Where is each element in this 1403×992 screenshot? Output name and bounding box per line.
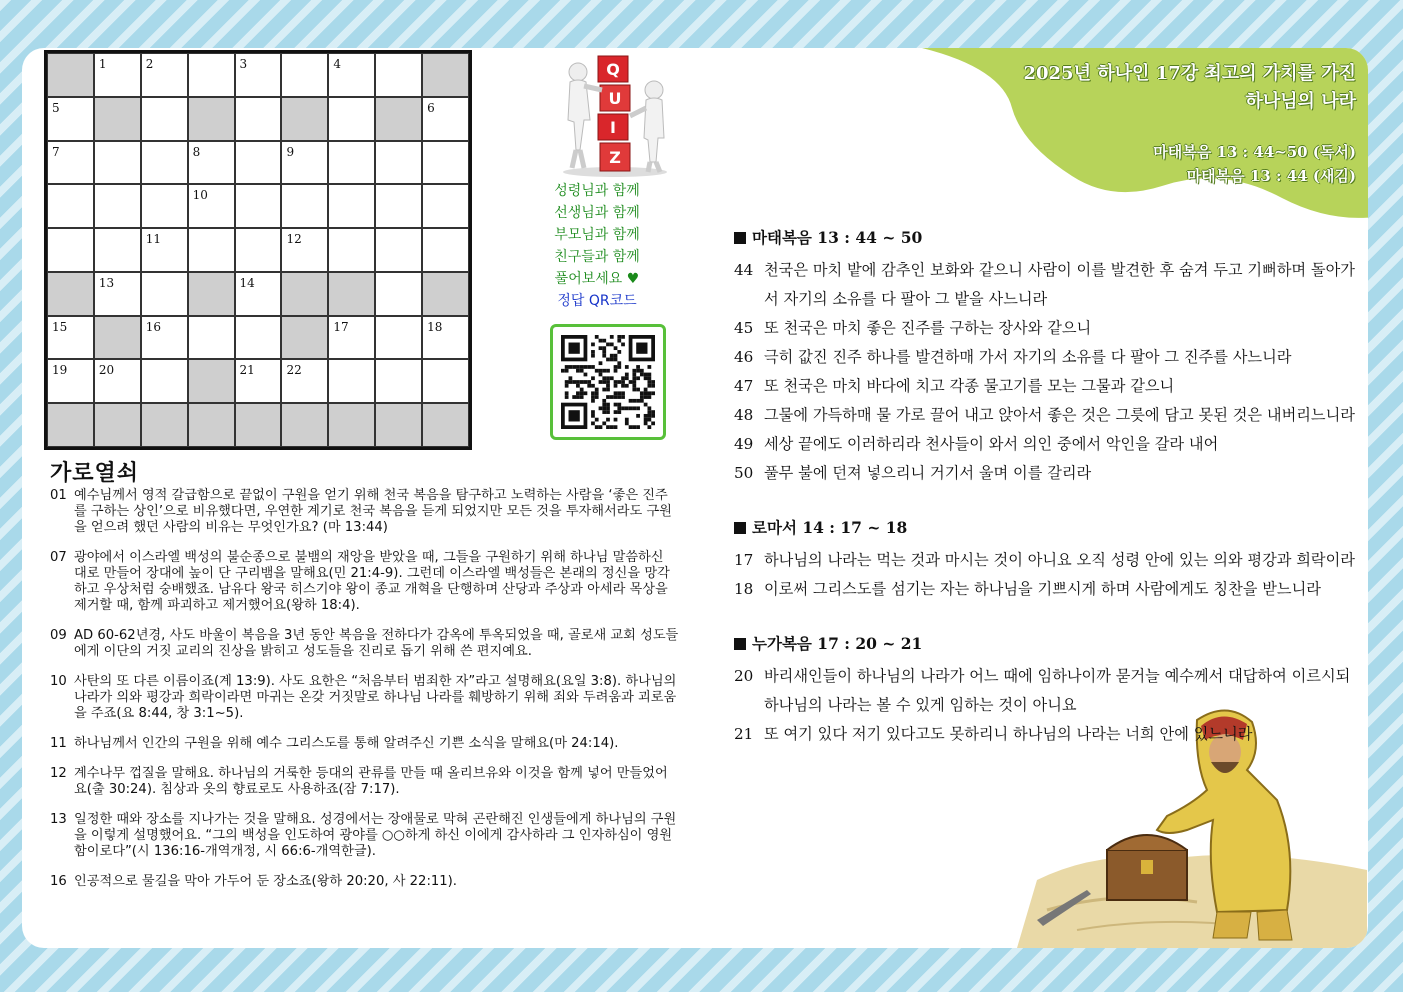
crossword-cell[interactable]: [94, 184, 141, 228]
crossword-cell[interactable]: [328, 97, 375, 141]
verse-text: 하나님의 나라는 먹는 것과 마시는 것이 아니요 오직 성령 안에 있는 의와 평강과 희락이라: [764, 551, 1355, 569]
cell-number: 13: [98, 275, 115, 290]
crossword-cell[interactable]: [47, 184, 94, 228]
verse: [734, 546, 1364, 575]
section-heading: [734, 226, 1364, 250]
crossword-cell[interactable]: [188, 184, 235, 228]
square-bullet-icon: [734, 232, 746, 244]
cell-number: 14: [239, 275, 255, 290]
crossword-cell[interactable]: [375, 228, 422, 272]
verse-text: 또 천국은 마치 바다에 치고 각종 물고기를 모는 그물과 같으니: [764, 377, 1175, 395]
svg-text:Q: Q: [606, 60, 620, 79]
clue-text: 광야에서 이스라엘 백성의 불순종으로 불뱀의 재앙을 받았을 때, 그들을 구원하기 위해 하나님 말씀하신 대로 만들어 장대에 높이 단 구리뱀을 말해요(민 21:4-9). 그런데 이스라엘 백성들은 본래의 정신을 망각하고 우상처럼 숭배했죠. 남유다 왕국 히스기야 왕이 종교 개혁을 단행하며 산당과 주상과 아세라 목상을 제거할 때, 함께 파괴하고 제거했어요(왕하 18:4).: [74, 550, 670, 613]
crossword-cell[interactable]: [281, 359, 328, 403]
cell-number: 1: [98, 57, 107, 71]
quiz-instructions: [527, 180, 667, 312]
cell-number: 6: [427, 100, 435, 115]
verse-number: 44: [734, 261, 754, 279]
cell-number: 9: [286, 144, 295, 159]
clue-number: 09: [50, 628, 67, 643]
qr-code-icon: [561, 335, 655, 429]
clue-number: 11: [50, 736, 67, 751]
crossword-cell[interactable]: [281, 53, 328, 97]
quiz-blocks-illustration: [550, 50, 680, 178]
clue-number: 10: [50, 674, 67, 689]
cell-number: 15: [52, 319, 68, 334]
verse-text: 그물에 가득하매 물 가로 끌어 내고 앉아서 좋은 것은 그릇에 담고 못된 것은 내버리느니라: [764, 406, 1355, 424]
crossword-cell-blocked: [281, 403, 328, 447]
scripture-section: [734, 632, 1364, 749]
cell-number: 5: [52, 100, 60, 115]
verse-text: 바리새인들이 하나님의 나라가 어느 때에 임하나이까 묻거늘 예수께서 대답하여 이르시되 하나님의 나라는 볼 수 있게 임하는 것이 아니요: [764, 667, 1351, 714]
clue-item: [50, 766, 680, 798]
square-bullet-icon: [734, 522, 746, 534]
cell-number: 17: [333, 319, 349, 334]
scripture-panel: [734, 226, 1364, 777]
cell-number: 7: [52, 144, 60, 159]
crossword-cell-blocked: [94, 316, 141, 360]
clue-item: [50, 674, 680, 722]
verse-number: 45: [734, 319, 754, 337]
crossword-cell[interactable]: [94, 141, 141, 185]
verse: [734, 256, 1364, 314]
crossword-cell-blocked: [188, 359, 235, 403]
crossword-cell[interactable]: [141, 359, 188, 403]
crossword-cell[interactable]: [328, 228, 375, 272]
verse-text: 또 여기 있다 저기 있다고도 못하리니 하나님의 나라는 너희 안에 있느니라: [764, 725, 1253, 743]
cell-number: 4: [333, 57, 341, 71]
section-heading: [734, 516, 1364, 540]
crossword-cell[interactable]: [47, 228, 94, 272]
crossword-cell[interactable]: [141, 97, 188, 141]
clue-item: [50, 736, 680, 752]
qr-label: 정답 QR코드: [557, 293, 637, 309]
verse-text: 또 천국은 마치 좋은 진주를 구하는 장사와 같으니: [764, 319, 1092, 337]
verse: [734, 720, 1364, 749]
crossword-cell-blocked: [328, 403, 375, 447]
clue-item: [50, 550, 680, 614]
ref-line-1: 마태복음 13 : 44~50 (독서): [1153, 143, 1356, 161]
clue-text: 사탄의 또 다른 이름이죠(계 13:9). 사도 요한은 “처음부터 범죄한 자”라고 설명해요(요일 3:8). 하나님의 나라가 의와 평강과 희락이라면 마귀는 온갖 거짓말로 하나님 나라를 훼방하기 위해 죄와 두려움과 괴로움을 주죠(요 8:44, 창 3:1~5).: [74, 674, 677, 721]
crossword-cell[interactable]: [141, 272, 188, 316]
crossword-cell[interactable]: [235, 184, 282, 228]
crossword-cell[interactable]: [281, 228, 328, 272]
crossword-cell-blocked: [47, 403, 94, 447]
crossword-cell[interactable]: [235, 97, 282, 141]
verse: [734, 575, 1364, 604]
crossword-cell[interactable]: [188, 141, 235, 185]
crossword-cell[interactable]: [94, 359, 141, 403]
cell-number: 11: [145, 232, 162, 247]
verse: [734, 343, 1364, 372]
crossword-cell[interactable]: [328, 141, 375, 185]
verse: [734, 430, 1364, 459]
verse: [734, 459, 1364, 488]
scripture-section: [734, 516, 1364, 604]
crossword-cell[interactable]: [375, 272, 422, 316]
clue-text: 인공적으로 물길을 막아 가두어 둔 장소죠(왕하 20:20, 사 22:11).: [74, 874, 457, 889]
verse: [734, 372, 1364, 401]
worksheet-page: [22, 48, 1368, 948]
crossword-cell[interactable]: [141, 141, 188, 185]
crossword-cell[interactable]: [235, 141, 282, 185]
crossword-cell[interactable]: [47, 141, 94, 185]
crossword-cell[interactable]: [94, 228, 141, 272]
clue-number: 13: [50, 812, 67, 827]
crossword-cell[interactable]: [94, 53, 141, 97]
verse: [734, 662, 1364, 720]
cell-number: 2: [145, 57, 154, 71]
clue-number: 07: [50, 550, 67, 565]
crossword-cell-blocked: [47, 272, 94, 316]
crossword-cell[interactable]: [328, 359, 375, 403]
verse-number: 49: [734, 435, 754, 453]
crossword-cell[interactable]: [188, 228, 235, 272]
quiz-line-4: 친구들과 함께: [554, 249, 640, 265]
crossword-cell-blocked: [188, 272, 235, 316]
clue-text: AD 60-62년경, 사도 바울이 복음을 3년 동안 복음을 전하다가 감옥에 투옥되었을 때, 골로새 교회 성도들에게 이단의 거짓 교리의 진상을 밝히고 성도들을 진리로 돕기 위해 쓴 편지예요.: [74, 628, 679, 659]
cell-number: 12: [286, 232, 302, 247]
quiz-line-5-text: 풀어보세요: [554, 271, 623, 287]
crossword-cell-blocked: [422, 272, 469, 316]
crossword-cell-blocked: [141, 403, 188, 447]
crossword-cell[interactable]: [328, 184, 375, 228]
crossword-cell[interactable]: [281, 141, 328, 185]
crossword-cell[interactable]: [375, 359, 422, 403]
cell-number: 19: [52, 363, 68, 378]
cell-number: 18: [427, 319, 443, 334]
square-bullet-icon: [734, 638, 746, 650]
clue-text: 계수나무 껍질을 말해요. 하나님의 거룩한 등대의 관류를 만들 때 올리브유와 이것을 함께 넣어 만들었어요(출 30:24). 침상과 옷의 향료로도 사용하죠(잠 7:17).: [74, 766, 668, 797]
svg-text:U: U: [608, 89, 622, 108]
crossword-cell[interactable]: [328, 53, 375, 97]
ref-line-2: 마태복음 13 : 44 (새김): [1186, 167, 1356, 185]
crossword-cell[interactable]: [375, 53, 422, 97]
crossword-cell-blocked: [281, 316, 328, 360]
cell-number: 16: [145, 319, 162, 334]
crossword-cell-blocked: [375, 97, 422, 141]
clue-item: [50, 488, 680, 536]
cell-number: 10: [192, 188, 208, 203]
verse-number: 17: [734, 551, 754, 569]
crossword-cell[interactable]: [422, 184, 469, 228]
cell-number: 22: [286, 363, 302, 378]
clue-text: 하나님께서 인간의 구원을 위해 예수 그리스도를 통해 알려주신 기쁜 소식을 말해요(마 24:14).: [74, 736, 619, 751]
crossword-cell-blocked: [281, 272, 328, 316]
crossword-cell-blocked: [94, 403, 141, 447]
clue-item: [50, 812, 680, 860]
crossword-cell[interactable]: [422, 359, 469, 403]
crossword-cell[interactable]: [141, 228, 188, 272]
crossword-cell[interactable]: [328, 316, 375, 360]
quiz-line-3: 부모님과 함께: [554, 227, 640, 243]
cell-number: 21: [239, 363, 255, 378]
crossword-cell[interactable]: [235, 272, 282, 316]
verse-text: 극히 값진 진주 하나를 발견하매 가서 자기의 소유를 다 팔아 그 진주를 사느니라: [764, 348, 1292, 366]
crossword-cell[interactable]: [375, 141, 422, 185]
verse-number: 18: [734, 580, 754, 598]
qr-code[interactable]: [550, 324, 666, 440]
svg-text:I: I: [610, 118, 616, 137]
crossword-cell[interactable]: [235, 316, 282, 360]
verse-text: 이로써 그리스도를 섬기는 자는 하나님을 기쁘시게 하며 사람에게도 칭찬을 받느니라: [764, 580, 1321, 598]
quiz-line-1: 성령님과 함께: [554, 183, 640, 199]
crossword-cell[interactable]: [141, 184, 188, 228]
verse-text: 천국은 마치 밭에 감추인 보화와 같으니 사람이 이를 발견한 후 숨겨 두고 기뻐하며 돌아가서 자기의 소유를 다 팔아 그 밭을 사느니라: [764, 261, 1355, 308]
crossword-grid: [44, 50, 472, 450]
crossword-cell-blocked: [47, 53, 94, 97]
crossword-cell[interactable]: [188, 316, 235, 360]
crossword-cell[interactable]: [375, 316, 422, 360]
crossword-cells: [47, 53, 469, 447]
crossword-cell[interactable]: [141, 316, 188, 360]
section-heading-text: 마태복음 13 : 44 ~ 50: [752, 228, 923, 247]
crossword-cell-blocked: [188, 403, 235, 447]
crossword-cell[interactable]: [47, 316, 94, 360]
crossword-cell[interactable]: [47, 97, 94, 141]
section-heading-text: 누가복음 17 : 20 ~ 21: [752, 634, 923, 653]
clue-item: [50, 628, 680, 660]
svg-text:Z: Z: [609, 148, 621, 167]
crossword-cell-blocked: [94, 97, 141, 141]
crossword-cell[interactable]: [235, 228, 282, 272]
crossword-cell-blocked: [422, 53, 469, 97]
verse-number: 20: [734, 667, 754, 685]
clue-item: [50, 874, 680, 890]
crossword-cell-blocked: [328, 272, 375, 316]
crossword-cell[interactable]: [235, 53, 282, 97]
clues-heading: 가로열쇠: [50, 461, 140, 486]
clue-text: 예수님께서 영적 갈급함으로 끝없이 구원을 얻기 위해 천국 복음을 탐구하고 노력하는 사람을 ‘좋은 진주를 구하는 상인’으로 비유했다면, 우연한 계기로 천국 복음을 듣게 되었지만 모든 것을 투자해서라도 구원을 얻으려 했던 사람의 비유는 무엇인가요? (마 13:44): [74, 488, 672, 535]
section-heading: [734, 632, 1364, 656]
title-line-1: 2025년 하나인 17강 최고의 가치를 가진: [1023, 63, 1356, 84]
clue-list: [50, 488, 680, 904]
crossword-cell[interactable]: [94, 272, 141, 316]
crossword-cell[interactable]: [422, 141, 469, 185]
verse: [734, 314, 1364, 343]
crossword-cell-blocked: [422, 403, 469, 447]
crossword-cell-blocked: [188, 97, 235, 141]
cell-number: 3: [239, 57, 248, 71]
clue-text: 일정한 때와 장소를 지나가는 것을 말해요. 성경에서는 장애물로 막혀 곤란해진 인생들에게 하나님의 구원을 이렇게 설명했어요. “그의 백성을 인도하여 광야를 ○○하게 하신 이에게 감사하라 그 인자하심이 영원함이로다”(시 136:16-개역개정, 시 66:6-개역한글).: [74, 812, 677, 859]
crossword-cell[interactable]: [422, 316, 469, 360]
reading-references: [896, 140, 1356, 188]
crossword-cell[interactable]: [141, 53, 188, 97]
quiz-line-5: [527, 268, 667, 290]
crossword-cell-blocked: [235, 403, 282, 447]
crossword-cell-blocked: [281, 97, 328, 141]
section-heading-text: 로마서 14 : 17 ~ 18: [752, 518, 908, 537]
heart-icon: ♥: [626, 271, 640, 287]
clue-number: 12: [50, 766, 67, 781]
crossword-cell[interactable]: [235, 359, 282, 403]
crossword-cell[interactable]: [188, 53, 235, 97]
verse-number: 50: [734, 464, 754, 482]
verse-text: 세상 끝에도 이러하리라 천사들이 와서 의인 중에서 악인을 갈라 내어: [764, 435, 1219, 453]
crossword-cell[interactable]: [47, 359, 94, 403]
quiz-line-2: 선생님과 함께: [554, 205, 640, 221]
crossword-cell[interactable]: [422, 97, 469, 141]
page-title: [896, 60, 1356, 116]
cell-number: 8: [192, 144, 201, 159]
crossword-cell-blocked: [375, 403, 422, 447]
crossword-cell[interactable]: [281, 184, 328, 228]
verse-number: 47: [734, 377, 754, 395]
verse-text: 풀무 불에 던져 넣으리니 거기서 울며 이를 갈리라: [764, 464, 1092, 482]
title-line-2: 하나님의 나라: [1245, 91, 1356, 112]
verse-number: 48: [734, 406, 754, 424]
verse-number: 46: [734, 348, 754, 366]
verse: [734, 401, 1364, 430]
crossword-cell[interactable]: [422, 228, 469, 272]
cell-number: 20: [98, 363, 115, 378]
clue-number: 16: [50, 874, 67, 889]
crossword-cell[interactable]: [375, 184, 422, 228]
verse-number: 21: [734, 725, 754, 743]
clue-number: 01: [50, 488, 67, 503]
scripture-section: [734, 226, 1364, 488]
